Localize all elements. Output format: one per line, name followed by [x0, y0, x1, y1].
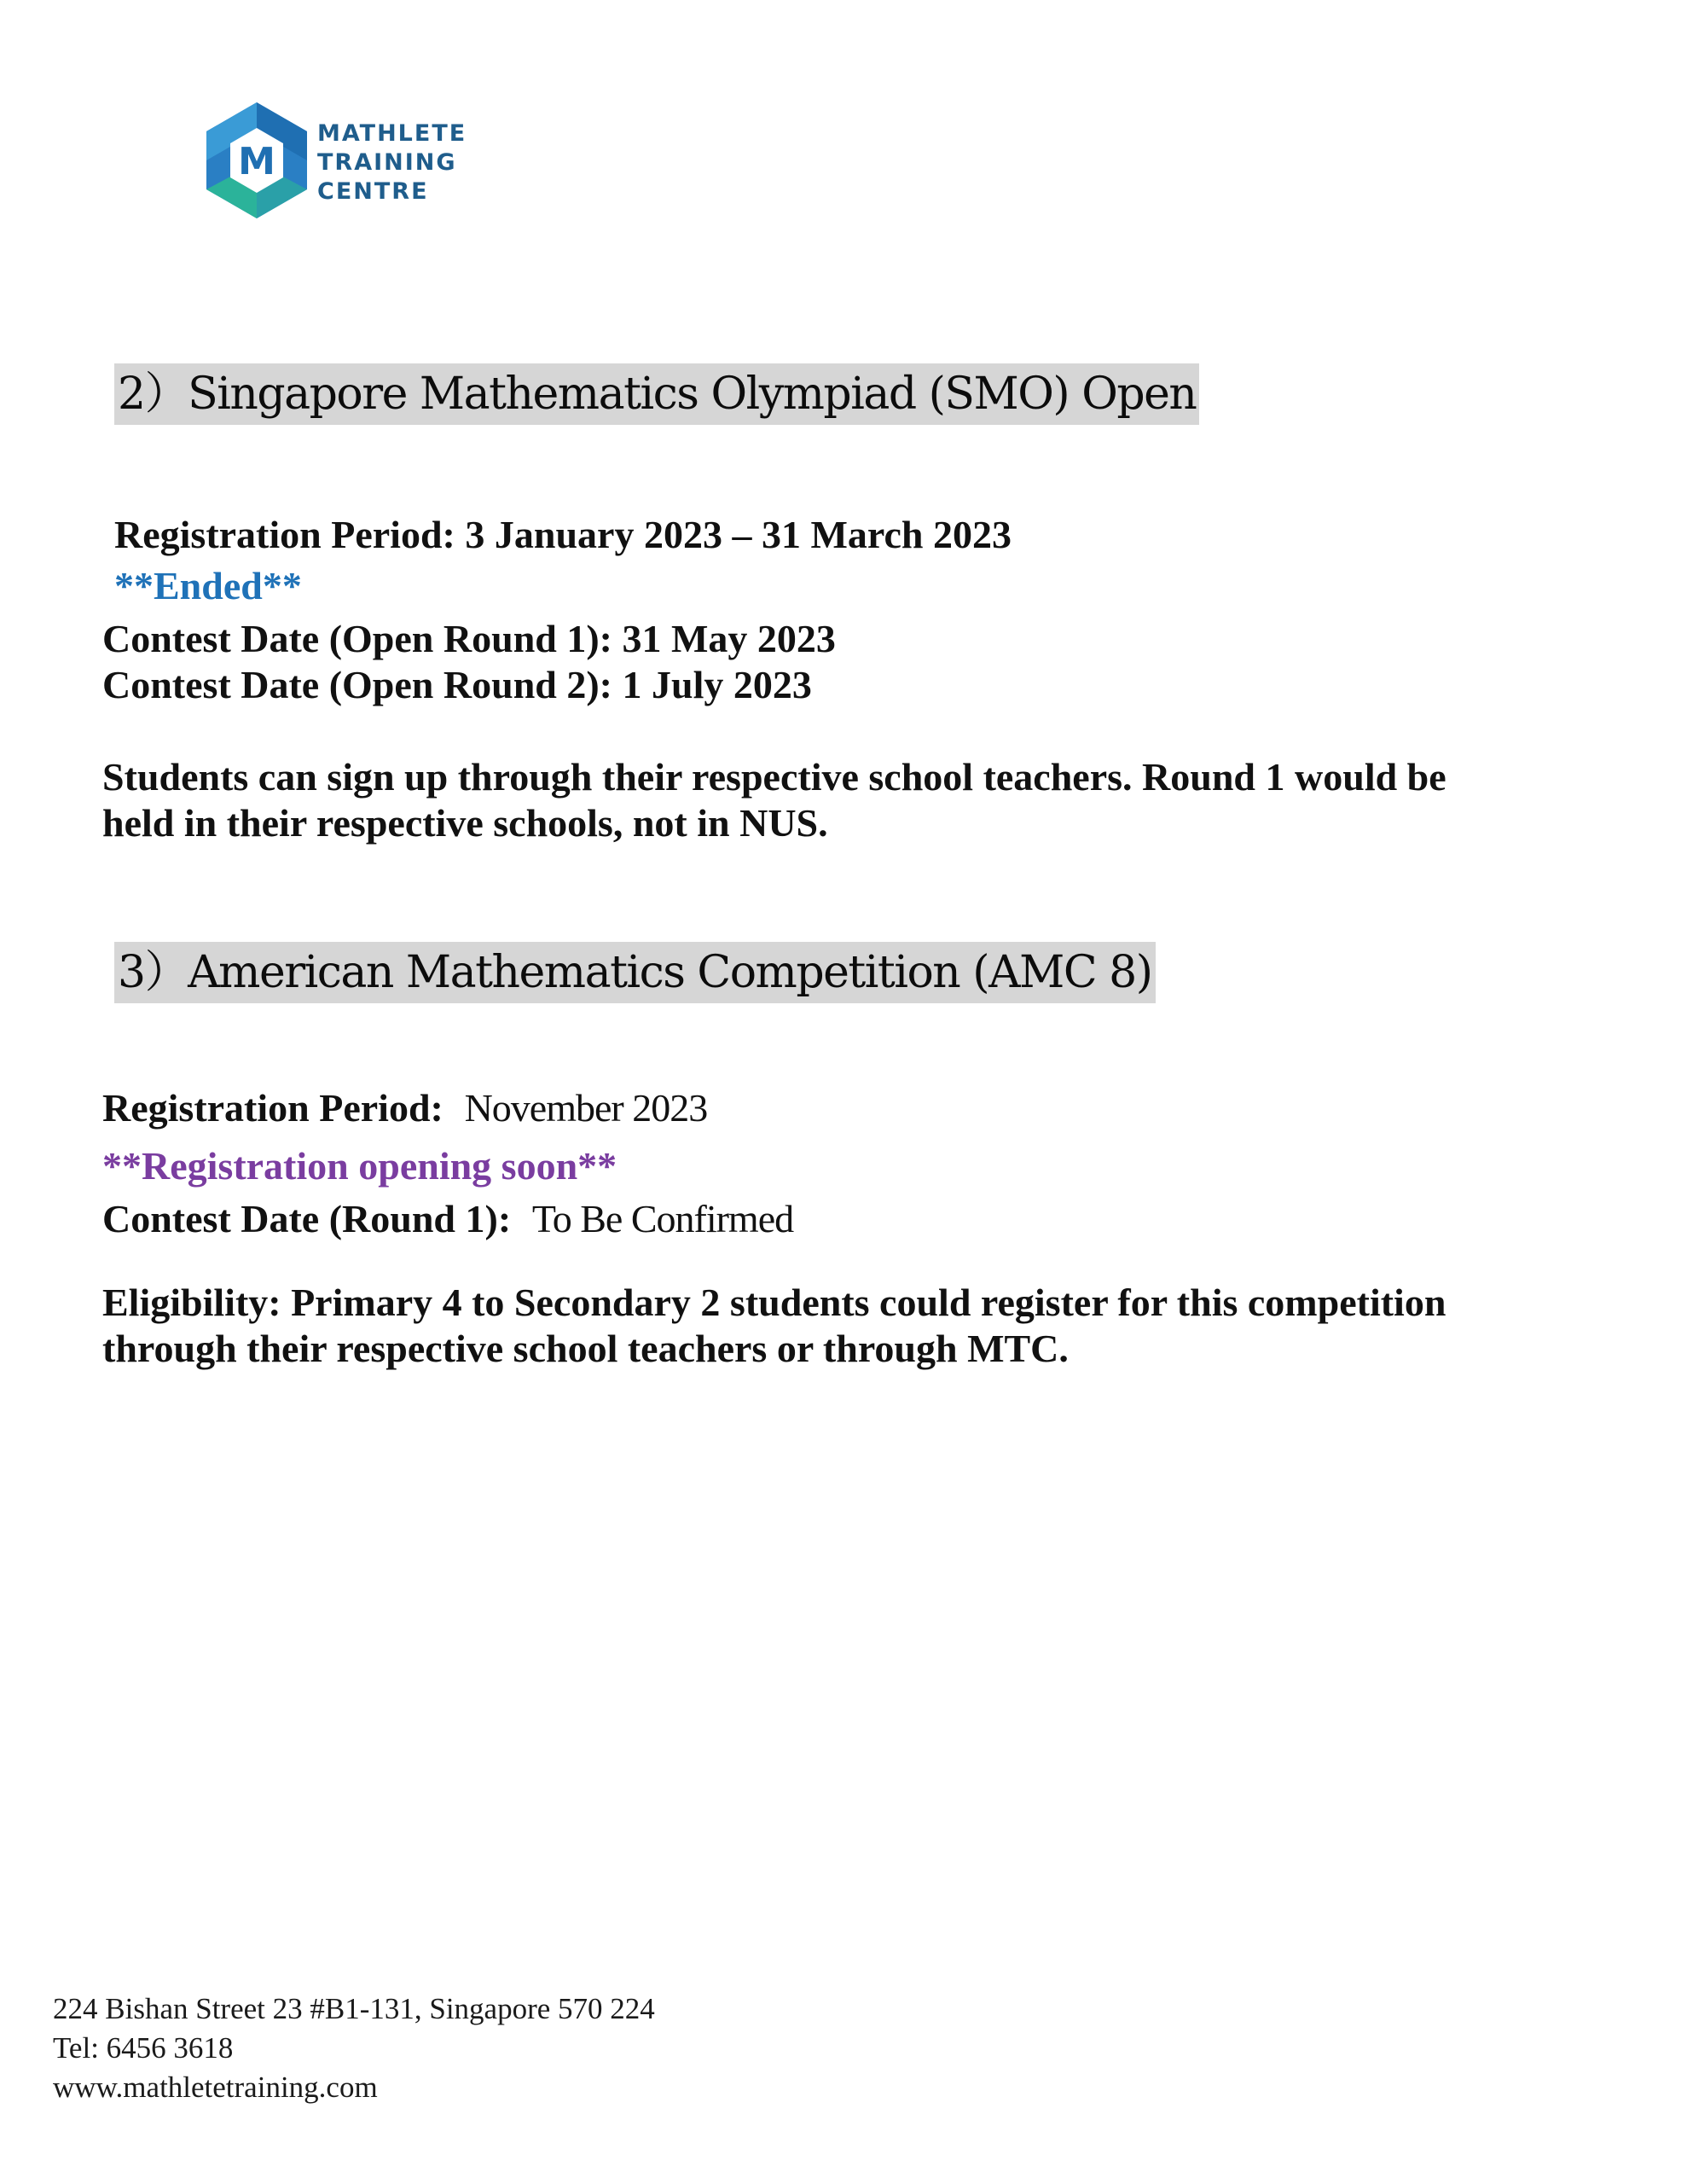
footer-address: 224 Bishan Street 23 #B1-131, Singapore 570 224: [53, 1992, 655, 2025]
hexagon-m-icon: [201, 101, 312, 220]
amc-registration-line: [102, 1085, 707, 1132]
amc-eligibility-line-2: through their respective school teachers or through MTC.: [102, 1327, 1069, 1370]
amc-registration-value: November 2023: [464, 1086, 708, 1130]
logo-line-1: MATHLETE: [317, 120, 467, 147]
amc-eligibility-line-1: Eligibility: Primary 4 to Secondary 2 students could register for this competition: [102, 1281, 1446, 1324]
mathlete-logo: [201, 101, 483, 227]
logo-letter: M: [238, 140, 275, 183]
amc-status-text: **Registration opening soon**: [102, 1144, 617, 1188]
amc-heading: 3）American Mathematics Competition (AMC 8): [114, 942, 1156, 1003]
logo-wordmark: [317, 119, 467, 206]
amc-round1-value: To Be Confirmed: [531, 1197, 794, 1240]
amc-eligibility: [102, 1280, 1446, 1372]
amc-round1-line: [102, 1196, 793, 1243]
smo-note-line-1: Students can sign up through their respective school teachers. Round 1 would be: [102, 755, 1446, 799]
smo-heading: 2）Singapore Mathematics Olympiad (SMO) Open: [114, 363, 1199, 425]
logo-line-2: TRAINING: [317, 149, 457, 176]
amc-status: [102, 1143, 617, 1190]
amc-registration-label: Registration Period:: [102, 1086, 443, 1130]
smo-status-text: **Ended**: [114, 564, 302, 607]
smo-registration-label: Registration Period:: [114, 513, 466, 556]
smo-status: [114, 563, 302, 610]
smo-note: [102, 754, 1446, 846]
amc-round1-label: Contest Date (Round 1):: [102, 1197, 512, 1240]
smo-round2-line: [102, 662, 812, 709]
smo-registration-line: [114, 512, 1012, 559]
smo-round1-line: [102, 616, 836, 663]
smo-round1-value: 31 May 2023: [622, 617, 836, 660]
footer-website[interactable]: www.mathletetraining.com: [53, 2071, 378, 2104]
smo-registration-value: 3 January 2023 – 31 March 2023: [465, 513, 1012, 556]
smo-note-line-2: held in their respective schools, not in NUS.: [102, 801, 828, 845]
logo-line-3: CENTRE: [317, 178, 429, 205]
smo-round1-label: Contest Date (Open Round 1):: [102, 617, 623, 660]
smo-round2-label: Contest Date (Open Round 2):: [102, 663, 623, 706]
footer: [53, 1989, 655, 2107]
smo-round2-value: 1 July 2023: [622, 663, 812, 706]
footer-tel: Tel: 6456 3618: [53, 2031, 234, 2065]
